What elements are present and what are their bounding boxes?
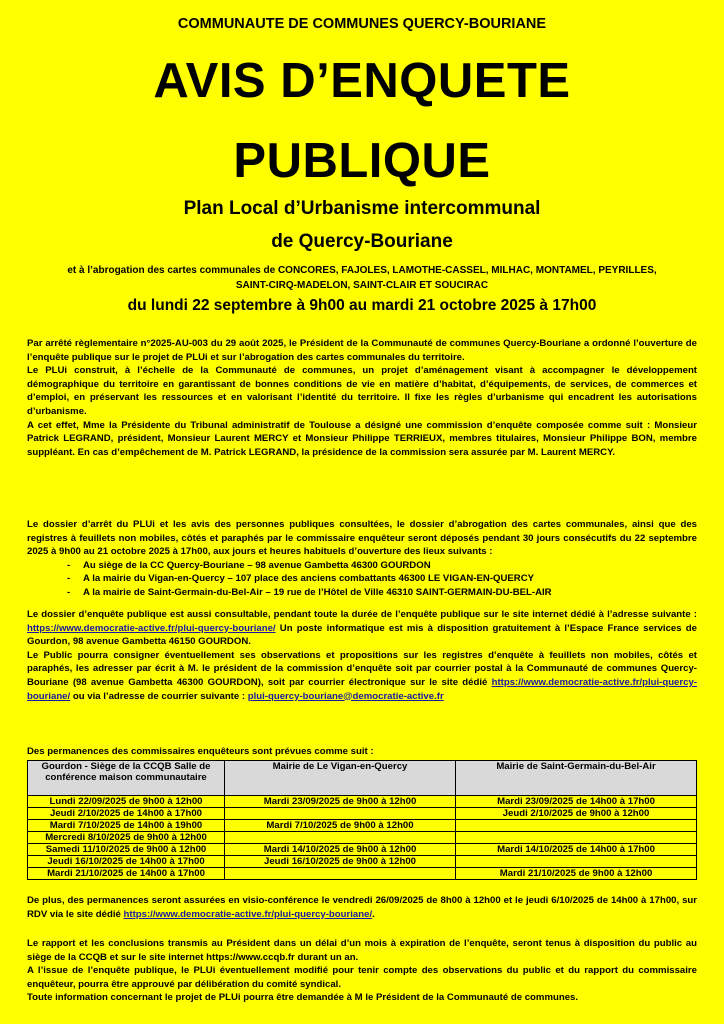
column-header-saint-germain: Mairie de Saint-Germain-du-Bel-Air <box>456 761 697 796</box>
table-cell: Mardi 21/10/2025 de 9h00 à 12h00 <box>456 868 697 880</box>
table-row <box>28 868 697 880</box>
section-closing <box>27 937 697 1005</box>
subtitle-line2: de Quercy-Bouriane <box>271 231 453 252</box>
table-cell: Mardi 14/10/2025 de 9h00 à 12h00 <box>225 844 456 856</box>
website-link-observations[interactable]: https://www.democratie-active.fr/plui-quercy-bouriane/ <box>27 676 697 702</box>
section-arrete <box>27 337 697 459</box>
table-cell: Jeudi 2/10/2025 de 14h00 à 17h00 <box>28 808 225 820</box>
paragraph-arrete: Par arrêté règlementaire n°2025-AU-003 du 29 août 2025, le Président de la Communauté de communes Quercy-Bouriane a ordonné l’ouverture de l’enquête publique sur le projet de PLUi et sur l’abrogation des cartes communales du territoire. <box>27 338 697 363</box>
paragraph-online: Le dossier d’enquête publique est aussi consultable, pendant toute la durée de l’enquête publique sur le site internet dédié à l’adresse suivante : https://www.democratie-active.fr/plui-quercy-bouriane/ Un poste informatique est mis à disposition gratuitement à l’Espace France services de Gourdon, 98 avenue Gambetta 46150 GOURDON. <box>27 609 697 648</box>
table-cell: Mercredi 8/10/2025 de 9h00 à 12h00 <box>28 832 225 844</box>
permanences-table <box>27 760 697 880</box>
column-header-gourdon: Gourdon - Siège de la CCQB Salle de conférence maison communautaire <box>28 761 225 796</box>
paragraph-issue: A l’issue de l’enquête publique, le PLUi éventuellement modifié pour tenir compte des observations du public et du rapport du commissaire enquêteur, pourra être approuvé par délibération du comité syndical. <box>27 965 697 990</box>
table-cell: Jeudi 16/10/2025 de 9h00 à 12h00 <box>225 856 456 868</box>
abrogation-communes: et à l’abrogation des cartes communales de CONCORES, FAJOLES, LAMOTHE-CASSEL, MILHAC, MONTAMEL, PEYRILLES, SAINT-CIRQ-MADELON, SAINT-CLAIR ET SOUCIRAC <box>67 265 657 291</box>
section-consultation <box>27 608 697 703</box>
paragraph-plui: Le PLUi construit, à l’échelle de la Communauté de communes, un projet d’aménagement visant à accompagner le développement démographique du territoire en garantissant de bonnes conditions de vie en matière d’habitat, d’équipements, de services, de commerces et d’emploi, en préservant les ressources et en valorisant l’identité du territoire. Il fixe les règles d’urbanisme qui encadrent les autorisations d’urbanisme. <box>27 365 697 417</box>
subtitle-line1: Plan Local d’Urbanisme intercommunal <box>183 198 541 219</box>
table-row <box>28 820 697 832</box>
table-row <box>28 808 697 820</box>
table-cell: Mardi 23/09/2025 de 14h00 à 17h00 <box>456 796 697 808</box>
section-visio <box>27 894 697 921</box>
table-cell: Mardi 14/10/2025 de 14h00 à 17h00 <box>456 844 697 856</box>
paragraph-commission: A cet effet, Mme la Présidente du Tribunal administratif de Toulouse a désigné une commission d’enquête composée comme suit : Monsieur Patrick LEGRAND, président, Monsieur Laurent MERCY et Monsieur Philippe TERRIEUX, membres titulaires, Monsieur Philippe BON, membre suppléant. En cas d’empêchement de M. Patrick LEGRAND, la présidence de la commission sera assurée par M. Laurent MERCY. <box>27 419 697 458</box>
table-cell: Samedi 11/10/2025 de 9h00 à 12h00 <box>28 844 225 856</box>
table-row <box>28 796 697 808</box>
list-item: - Au siège de la CC Quercy-Bouriane – 98 avenue Gambetta 46300 GOURDON <box>67 559 697 573</box>
paragraph-information: Toute information concernant le projet de PLUi pourra être demandée à M le Président de la Communauté de communes. <box>27 992 579 1004</box>
table-cell: Lundi 22/09/2025 de 9h00 à 12h00 <box>28 796 225 808</box>
table-cell: Mardi 21/10/2025 de 14h00 à 17h00 <box>28 868 225 880</box>
organization-name: COMMUNAUTE DE COMMUNES QUERCY-BOURIANE <box>177 16 547 32</box>
paragraph-rapport: Le rapport et les conclusions transmis au Président dans un délai d’un mois à expiration de l’enquête, seront tenus à disposition du public au siège de la CCQB et sur le site internet https://www.ccqb.fr durant un an. <box>27 938 697 963</box>
table-cell <box>225 832 456 844</box>
section-dossier <box>27 518 697 600</box>
table-cell: Jeudi 2/10/2025 de 9h00 à 12h00 <box>456 808 697 820</box>
table-row <box>28 844 697 856</box>
main-title-line1: AVIS D’ENQUETE <box>153 54 571 108</box>
table-cell <box>225 808 456 820</box>
table-row <box>28 832 697 844</box>
visio-link[interactable]: https://www.democratie-active.fr/plui-quercy-bouriane/ <box>123 908 373 920</box>
table-cell <box>456 856 697 868</box>
table-cell <box>225 868 456 880</box>
permanences-intro: Des permanences des commissaires enquêteurs sont prévues comme suit : <box>27 746 374 757</box>
table-cell <box>456 820 697 832</box>
email-link[interactable]: plui-quercy-bouriane@democratie-active.fr <box>247 690 444 702</box>
paragraph-observations: Le Public pourra consigner éventuellement ses observations et propositions sur les registres d’enquête à feuillets non mobiles, côtés et paraphés, les adresser par écrit à M. le président de la commission d’enquête soit par courrier postal à la Communauté de communes Quercy-Bouriane (98 avenue Gambetta 46300 GOURDON), soit par courrier électronique sur le site dédié https://www.democratie-active.fr/plui-quercy-bouriane/ ou via l’adresse de courrier suivante : plui-quercy-bouriane@democratie-active.fr <box>27 649 697 702</box>
list-item: - A la mairie du Vigan-en-Quercy – 107 place des anciens combattants 46300 LE VIGAN-EN-QUERCY <box>67 572 697 586</box>
paragraph-dossier: Le dossier d’arrêt du PLUi et les avis des personnes publiques consultées, le dossier d’abrogation des cartes communales, ainsi que des registres à feuillets non mobiles, côtés et paraphés par le commissaire enquêteur seront déposés pendant 30 jours consécutifs du 22 septembre 2025 à 9h00 au 21 octobre 2025 à 17h00, aux jours et heures habituels d’ouverture des lieux suivants : <box>27 519 697 558</box>
table-cell: Jeudi 16/10/2025 de 14h00 à 17h00 <box>28 856 225 868</box>
column-header-vigan: Mairie de Le Vigan-en-Quercy <box>225 761 456 796</box>
list-item: - A la mairie de Saint-Germain-du-Bel-Air – 19 rue de l’Hôtel de Ville 46310 SAINT-GERMAIN-DU-BEL-AIR <box>67 586 697 600</box>
paragraph-visio: De plus, des permanences seront assurées en visio-conférence le vendredi 26/09/2025 de 8h00 à 12h00 et le jeudi 6/10/2025 de 14h00 à 17h00, sur RDV via le site dédié https://www.democratie-active.fr/plui-quercy-bouriane/. <box>27 895 697 920</box>
places-list <box>27 559 697 600</box>
table-cell: Mardi 23/09/2025 de 9h00 à 12h00 <box>225 796 456 808</box>
table-row <box>28 856 697 868</box>
table-header-row <box>28 761 697 796</box>
website-link[interactable]: https://www.democratie-active.fr/plui-quercy-bouriane/ <box>27 622 276 634</box>
enquiry-dates: du lundi 22 septembre à 9h00 au mardi 21 octobre 2025 à 17h00 <box>127 297 597 314</box>
table-cell: Mardi 7/10/2025 de 9h00 à 12h00 <box>225 820 456 832</box>
table-cell: Mardi 7/10/2025 de 14h00 à 19h00 <box>28 820 225 832</box>
table-cell <box>456 832 697 844</box>
main-title-line2: PUBLIQUE <box>233 134 491 188</box>
